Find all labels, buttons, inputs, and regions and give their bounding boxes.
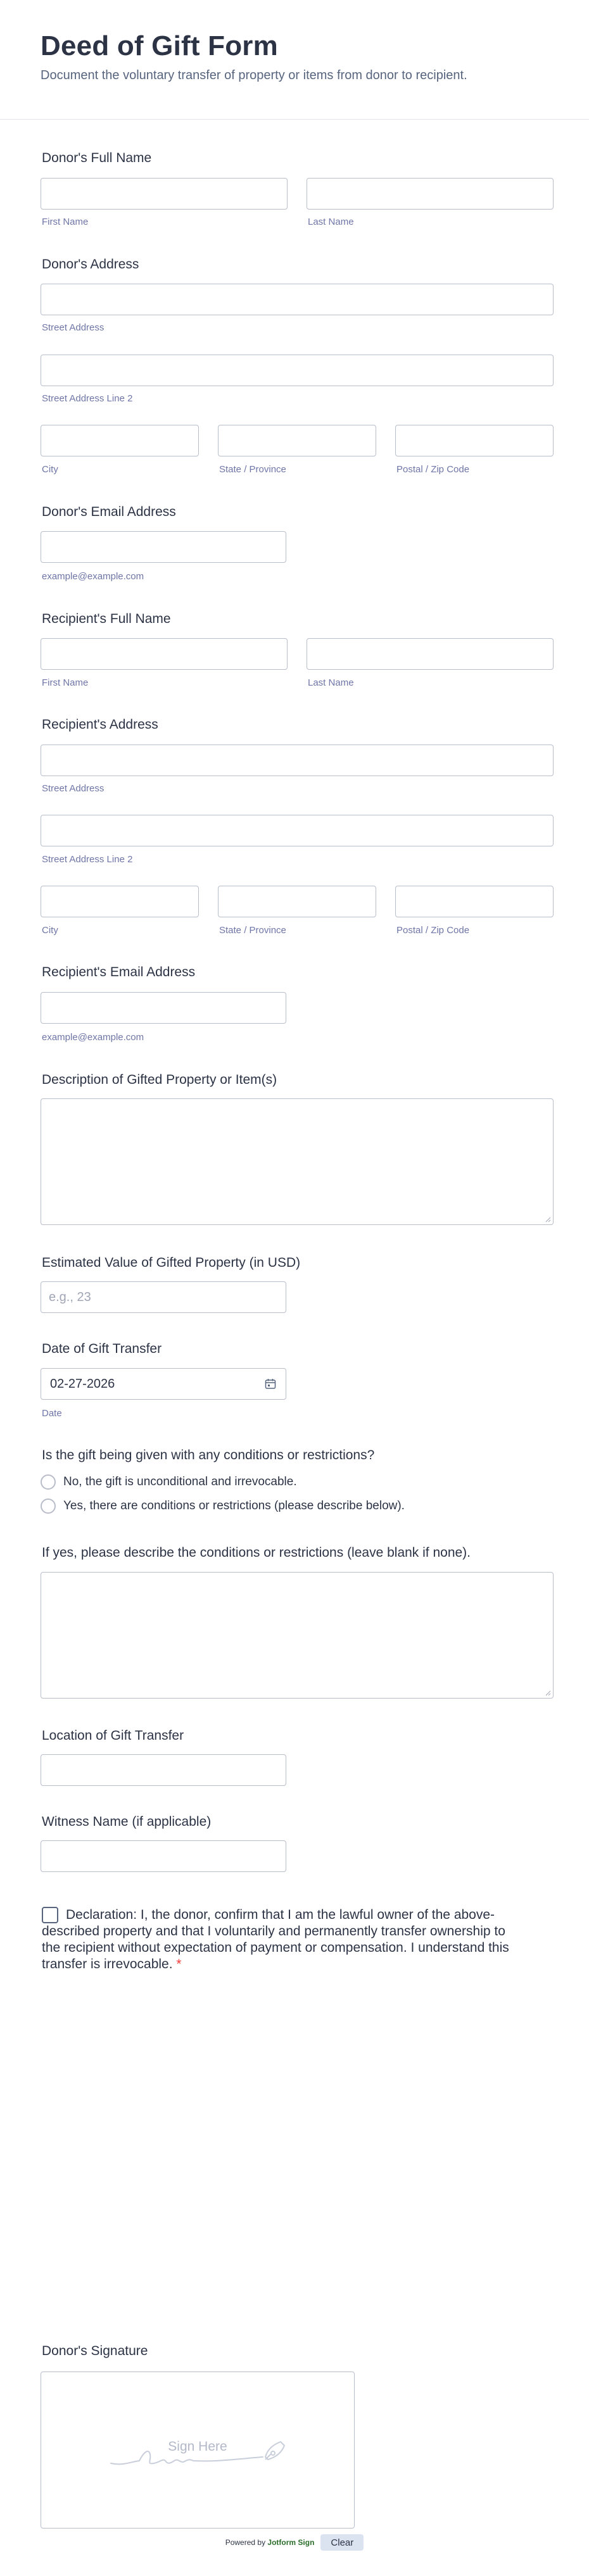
recipient-last-name-input[interactable]: [307, 638, 554, 670]
transfer-date-value: 02-27-2026: [50, 1377, 115, 1391]
witness-input[interactable]: [41, 1840, 286, 1872]
conditions-detail-textarea[interactable]: [41, 1572, 554, 1699]
declaration-label: Declaration: I, the donor, confirm that I am the lawful owner of the above-described property and that I voluntarily and permanently transfer ownership to the recipient without expectation of payment or compensation. I understand this transfer is irrevocable.: [42, 1907, 509, 1971]
signature-label: Donor's Signature: [42, 2344, 148, 2358]
transfer-date-label: Date of Gift Transfer: [42, 1341, 162, 1356]
donor-email-input[interactable]: [41, 531, 286, 563]
form-header: [0, 0, 589, 120]
donor-street-sublabel: Street Address: [42, 322, 104, 333]
brand-name: Jotform Sign: [267, 2538, 315, 2547]
calendar-icon[interactable]: [264, 1378, 277, 1390]
pen-icon: [260, 2438, 288, 2463]
donor-zip-input[interactable]: [395, 425, 554, 456]
recipient-address-label: Recipient's Address: [42, 717, 158, 732]
transfer-date-sublabel: Date: [42, 1408, 62, 1419]
donor-zip-sublabel: Postal / Zip Code: [396, 464, 470, 475]
signature-footer: [0, 2533, 589, 2552]
witness-label: Witness Name (if applicable): [42, 1814, 212, 1829]
conditions-label: Is the gift being given with any conditions or restrictions?: [42, 1448, 375, 1462]
page-title: Deed of Gift Form: [41, 30, 278, 61]
recipient-state-input[interactable]: [218, 886, 376, 917]
recipient-first-name-input[interactable]: [41, 638, 288, 670]
donor-street2-input[interactable]: [41, 355, 554, 386]
location-input[interactable]: [41, 1754, 286, 1786]
radio-button[interactable]: [41, 1498, 56, 1514]
donor-address-label: Donor's Address: [42, 257, 139, 272]
conditions-detail-label: If yes, please describe the conditions or restrictions (leave blank if none).: [42, 1545, 471, 1560]
estimated-value-label: Estimated Value of Gifted Property (in USD): [42, 1255, 301, 1270]
recipient-zip-sublabel: Postal / Zip Code: [396, 925, 470, 936]
recipient-street-input[interactable]: [41, 745, 554, 776]
recipient-street2-sublabel: Street Address Line 2: [42, 854, 133, 865]
recipient-state-sublabel: State / Province: [219, 925, 286, 936]
conditions-option-yes-label: Yes, there are conditions or restrictions (please describe below).: [63, 1499, 405, 1512]
description-textarea[interactable]: [41, 1098, 554, 1225]
donor-city-input[interactable]: [41, 425, 199, 456]
transfer-date-input[interactable]: [41, 1368, 286, 1400]
recipient-street-sublabel: Street Address: [42, 783, 104, 794]
donor-city-sublabel: City: [42, 464, 58, 475]
recipient-email-input[interactable]: [41, 992, 286, 1024]
signature-placeholder: Sign Here: [168, 2439, 227, 2454]
donor-email-label: Donor's Email Address: [42, 505, 176, 519]
location-label: Location of Gift Transfer: [42, 1728, 184, 1743]
recipient-email-sublabel: example@example.com: [42, 1032, 144, 1043]
recipient-first-name-sublabel: First Name: [42, 677, 89, 688]
donor-name-label: Donor's Full Name: [42, 151, 152, 165]
recipient-name-label: Recipient's Full Name: [42, 612, 171, 626]
estimated-value-input[interactable]: [41, 1281, 286, 1313]
radio-button[interactable]: [41, 1474, 56, 1490]
declaration-text: [42, 1907, 523, 1973]
powered-by-prefix: Powered by: [225, 2538, 266, 2547]
recipient-city-sublabel: City: [42, 925, 58, 936]
donor-first-name-input[interactable]: [41, 178, 288, 210]
donor-first-name-sublabel: First Name: [42, 217, 89, 227]
donor-state-input[interactable]: [218, 425, 376, 456]
conditions-option-no-label: No, the gift is unconditional and irrevocable.: [63, 1475, 297, 1488]
page-subtitle: Document the voluntary transfer of property or items from donor to recipient.: [41, 68, 467, 82]
donor-last-name-input[interactable]: [307, 178, 554, 210]
recipient-zip-input[interactable]: [395, 886, 554, 917]
donor-state-sublabel: State / Province: [219, 464, 286, 475]
resize-grip-icon[interactable]: [545, 1216, 551, 1222]
recipient-city-input[interactable]: [41, 886, 199, 917]
required-marker: *: [176, 1957, 182, 1971]
clear-signature-button[interactable]: Clear: [320, 2534, 364, 2551]
signature-pad[interactable]: [41, 2372, 355, 2529]
conditions-option-yes[interactable]: [41, 1497, 405, 1515]
conditions-option-no[interactable]: [41, 1473, 297, 1491]
recipient-last-name-sublabel: Last Name: [308, 677, 354, 688]
recipient-street2-input[interactable]: [41, 815, 554, 846]
resize-grip-icon[interactable]: [545, 1690, 551, 1696]
recipient-email-label: Recipient's Email Address: [42, 965, 196, 979]
donor-street-input[interactable]: [41, 284, 554, 315]
donor-last-name-sublabel: Last Name: [308, 217, 354, 227]
donor-email-sublabel: example@example.com: [42, 571, 144, 582]
powered-by-text: [225, 2538, 315, 2547]
description-label: Description of Gifted Property or Item(s): [42, 1072, 277, 1087]
donor-street2-sublabel: Street Address Line 2: [42, 393, 133, 404]
